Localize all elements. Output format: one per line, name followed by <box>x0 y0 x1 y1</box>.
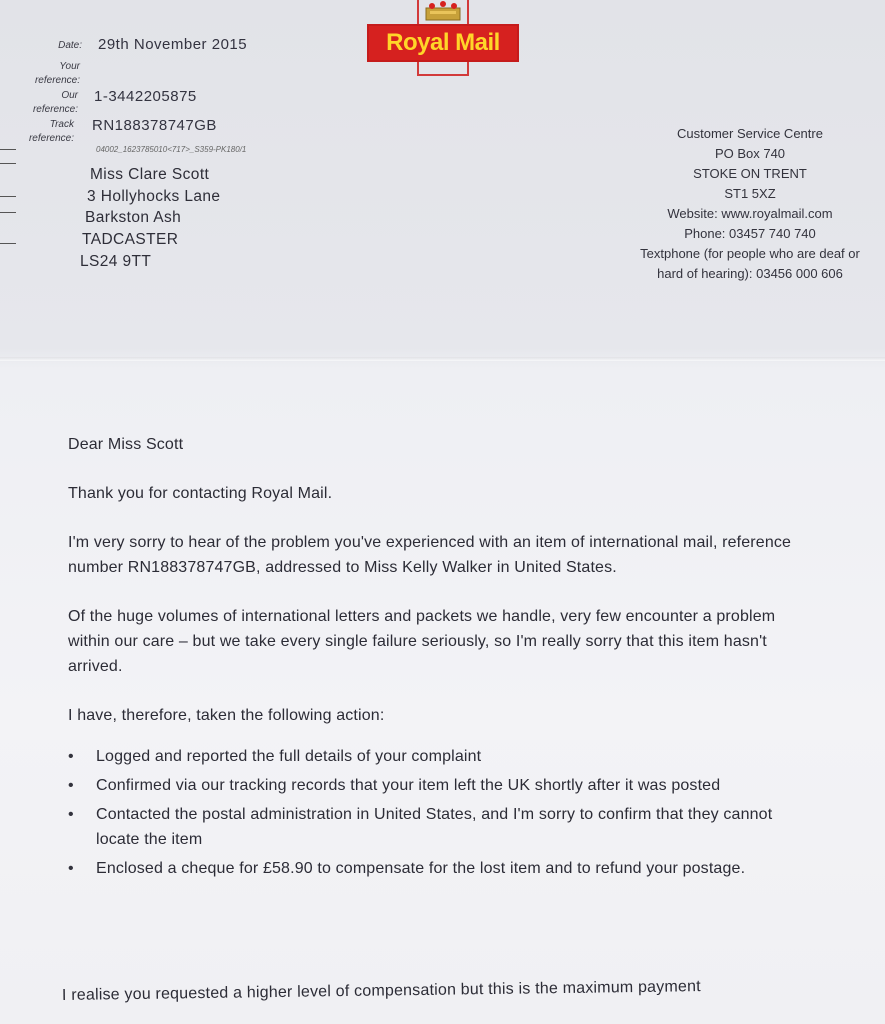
action-list <box>68 744 808 881</box>
letter-body <box>68 432 808 885</box>
track-reference-value: RN188378747GB <box>92 117 217 134</box>
paragraph: Of the huge volumes of international letters and packets we handle, very few encounter a problem within our care – but we take every single failure seriously, so I'm really sorry that this item hasn't arrived. <box>68 608 776 675</box>
paragraph: I have, therefore, taken the following action: <box>68 707 385 724</box>
paragraph: I'm very sorry to hear of the problem you've experienced with an item of international mail, reference number RN188378747GB, addressed to Miss Kelly Walker in United States. <box>68 534 792 576</box>
sender-textphone: Textphone (for people who are deaf or <box>640 246 860 261</box>
margin-mark <box>0 212 16 213</box>
date-label: Date: <box>58 40 82 51</box>
crown-icon <box>424 0 462 22</box>
list-item: • Confirmed via our tracking records that your item left the UK shortly after it was posted <box>68 773 808 798</box>
our-reference-label: Our reference: <box>32 90 78 115</box>
sender-line: PO Box 740 <box>714 146 786 161</box>
logo-text: Royal Mail <box>386 29 500 56</box>
sender-line: STOKE ON TRENT <box>693 166 807 181</box>
sender-address <box>600 124 885 284</box>
margin-mark <box>0 149 16 150</box>
recipient-line: Barkston Ash <box>85 209 182 226</box>
sender-textphone-number: hard of hearing): 03456 000 606 <box>657 266 843 281</box>
paragraph: I realise you requested a higher level of compensation but this is the maximum payment <box>61 978 701 1004</box>
paragraph: Thank you for contacting Royal Mail. <box>68 485 333 502</box>
margin-mark <box>0 243 16 244</box>
salutation: Dear Miss Scott <box>68 436 184 453</box>
track-reference-label: Track reference: <box>28 119 74 144</box>
margin-mark <box>0 196 16 197</box>
margin-mark <box>0 163 16 164</box>
recipient-line: 3 Hollyhocks Lane <box>87 188 221 205</box>
recipient-line: LS24 9TT <box>80 253 152 270</box>
recipient-line: Miss Clare Scott <box>90 166 210 183</box>
list-item: • Logged and reported the full details of your complaint <box>68 744 808 769</box>
royal-mail-logo <box>367 24 519 62</box>
date-value: 29th November 2015 <box>98 36 248 53</box>
your-reference-label: Your reference: <box>34 61 80 86</box>
sender-line: Customer Service Centre <box>677 126 823 141</box>
sender-phone: Phone: 03457 740 740 <box>684 226 816 241</box>
list-item: • Contacted the postal administration in United States, and I'm sorry to confirm that they cannot locate the item <box>68 802 808 852</box>
recipient-line: TADCASTER <box>82 231 179 248</box>
our-reference-value: 1-3442205875 <box>94 88 197 105</box>
list-item: • Enclosed a cheque for £58.90 to compensate for the lost item and to refund your postage. <box>68 856 808 881</box>
sender-website: Website: www.royalmail.com <box>667 206 833 221</box>
code-line: 04002_1623785010<717>_S359-PK180/1 <box>96 145 247 154</box>
sender-line: ST1 5XZ <box>724 186 776 201</box>
paper-fold <box>0 357 885 361</box>
